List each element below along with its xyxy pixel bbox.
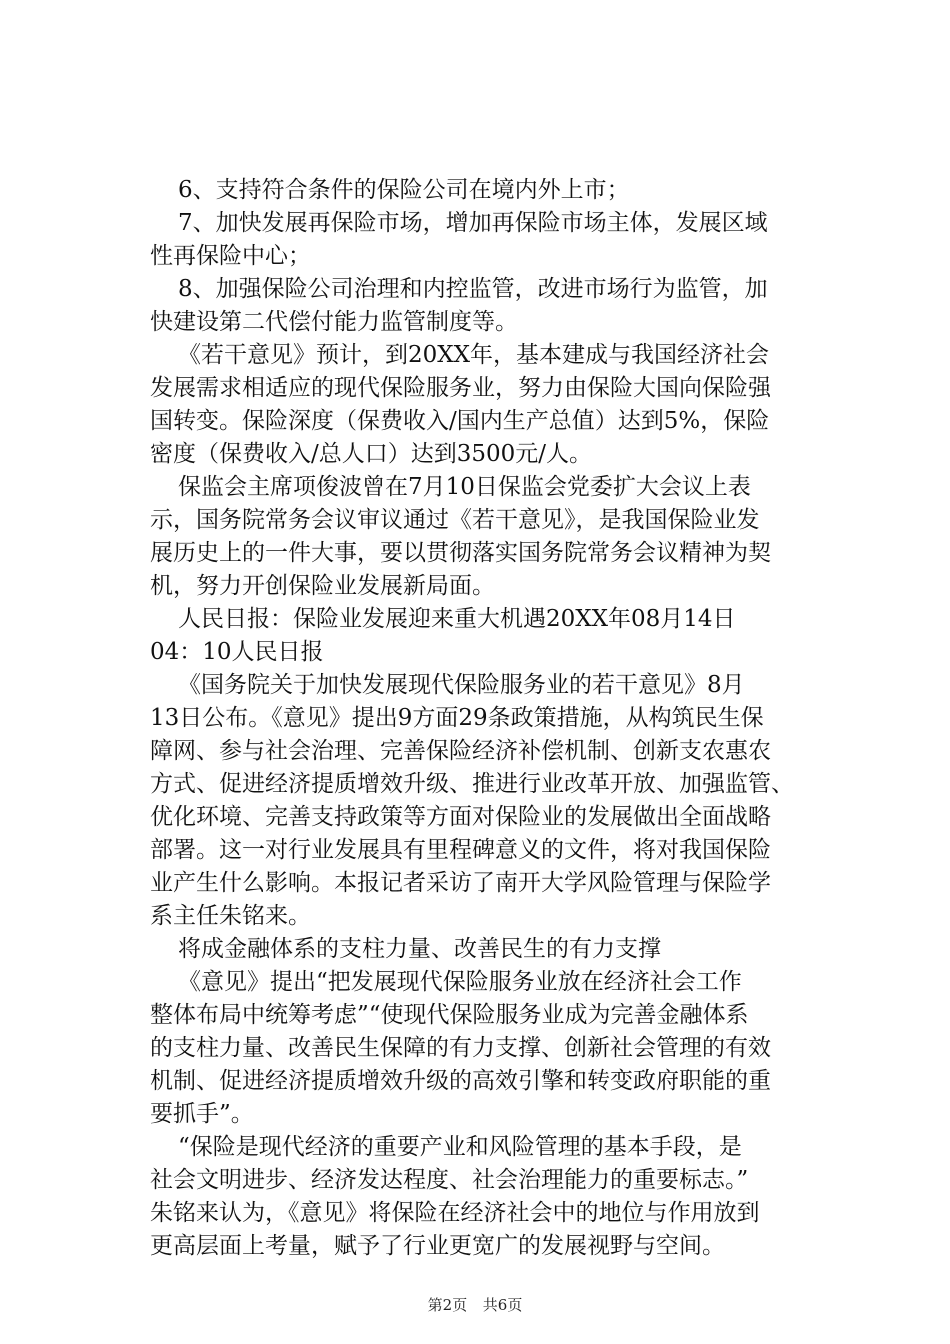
page-total: 共6页 [482,1296,523,1314]
text-line: 《意见》提出“把发展现代保险服务业放在经济社会工作 [178,969,742,995]
text-line: 发展需求相适应的现代保险服务业，努力由保险大国向保险强 [150,375,771,401]
text-line: 密度（保费收入/总人口）达到3500元/人。 [150,441,593,467]
text-line: 优化环境、完善支持政策等方面对保险业的发展做出全面战略 [150,804,771,830]
text-line: 6、支持符合条件的保险公司在境内外上市； [178,177,630,203]
text-line: 系主任朱铭来。 [150,903,311,929]
text-line: 人民日报：保险业发展迎来重大机遇20XX年08月14日 [178,606,736,632]
text-line: 性再保险中心； [150,243,311,269]
page-number: 第2页 [427,1296,468,1314]
text-line: 业产生什么影响。本报记者采访了南开大学风险管理与保险学 [150,870,771,896]
text-line: 《国务院关于加快发展现代保险服务业的若干意见》8月 [178,672,745,698]
text-line: 展历史上的一件大事，要以贯彻落实国务院常务会议精神为契 [150,540,771,566]
text-line: 要抓手”。 [150,1101,254,1127]
text-line: 04：10人民日报 [150,639,324,665]
text-line: 保监会主席项俊波曾在7月10日保监会党委扩大会议上表 [178,474,751,500]
text-line: 方式、促进经济提质增效升级、推进行业改革开放、加强监管、 [150,771,794,797]
text-line: 快建设第二代偿付能力监管制度等。 [150,309,518,335]
text-line: 整体布局中统筹考虑”“使现代保险服务业成为完善金融体系 [150,1002,749,1028]
text-line: 部署。这一对行业发展具有里程碑意义的文件，将对我国保险 [150,837,771,863]
text-line: 8、加强保险公司治理和内控监管，改进市场行为监管，加 [178,276,768,302]
text-line: 社会文明进步、经济发达程度、社会治理能力的重要标志。” [150,1167,749,1193]
text-line: “保险是现代经济的重要产业和风险管理的基本手段，是 [178,1134,742,1160]
text-line: 7、加快发展再保险市场，增加再保险市场主体，发展区域 [178,210,768,236]
text-line: 13日公布。《意见》提出9方面29条政策措施，从构筑民生保 [150,705,764,731]
text-line: 机，努力开创保险业发展新局面。 [150,573,495,599]
text-line: 机制、促进经济提质增效升级的高效引擎和转变政府职能的重 [150,1068,771,1094]
section-heading: 将成金融体系的支柱力量、改善民生的有力支撑 [178,936,661,962]
text-line: 朱铭来认为，《意见》将保险在经济社会中的地位与作用放到 [150,1200,760,1226]
text-line: 《若干意见》预计，到20XX年，基本建成与我国经济社会 [178,342,770,368]
text-line: 国转变。保险深度（保费收入/国内生产总值）达到5%，保险 [150,408,770,434]
text-line: 障网、参与社会治理、完善保险经济补偿机制、创新支农惠农 [150,738,771,764]
text-line: 的支柱力量、改善民生保障的有力支撑、创新社会管理的有效 [150,1035,771,1061]
text-line: 示，国务院常务会议审议通过《若干意见》，是我国保险业发 [150,507,760,533]
text-line: 更高层面上考量，赋予了行业更宽广的发展视野与空间。 [150,1233,725,1259]
page-footer [0,1295,950,1315]
